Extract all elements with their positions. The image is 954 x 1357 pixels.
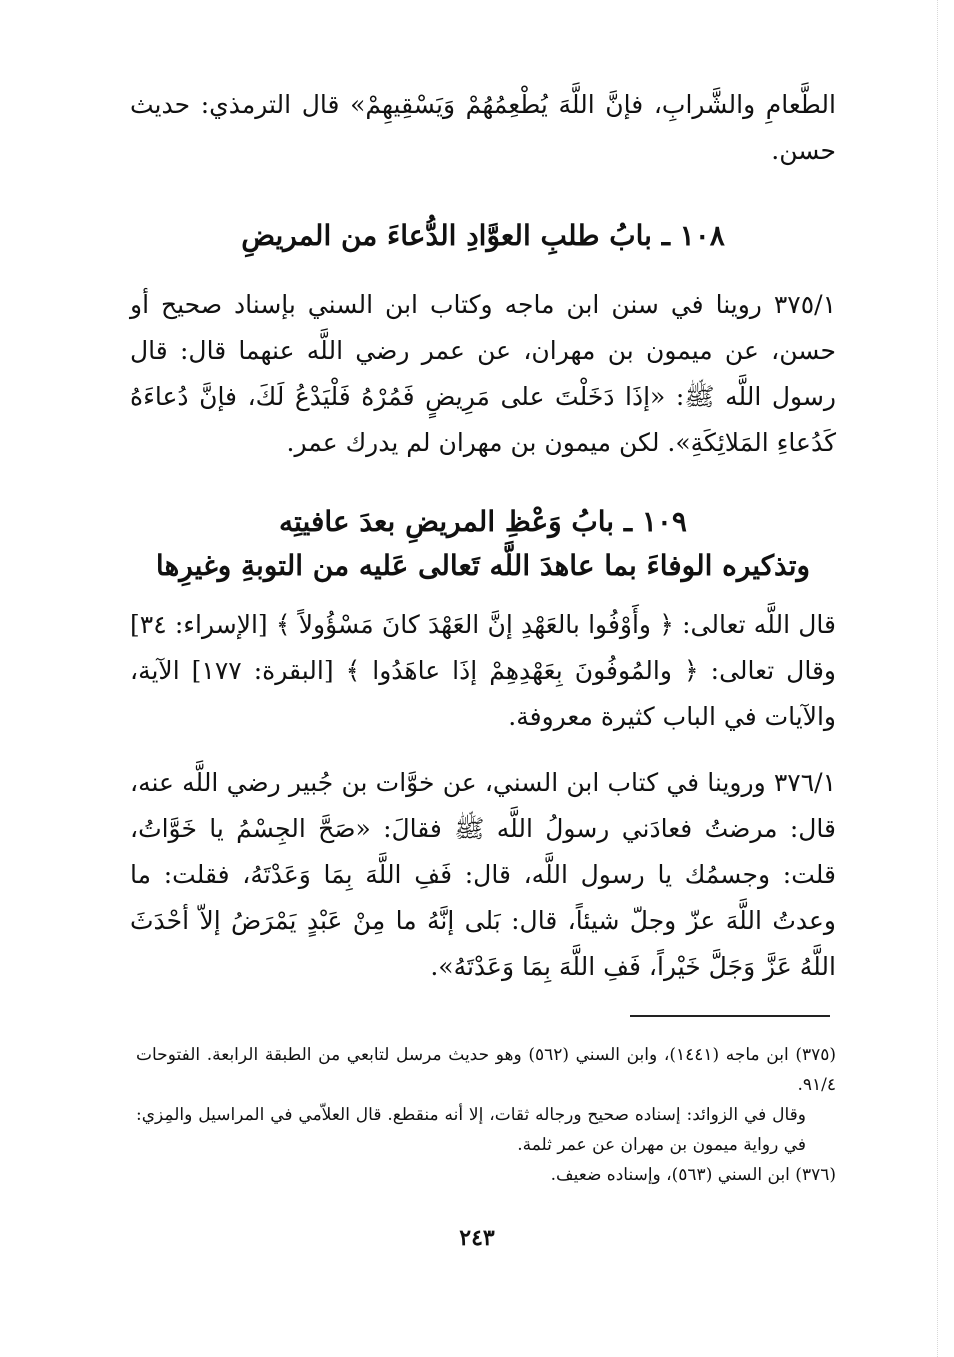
hadith-375: ٣٧٥/١ روينا في سنن ابن ماجه وكتاب ابن السني بإسناد صحيح أو حسن، عن ميمون بن مهران، عن عمر رضي اللَّه عنهما قال: قال رسول اللَّه ﷺ: «إذَا دَخَلْتَ على مَرِيضٍ فَمُرْهُ فَلْيَدْعُ لَكَ، فإنَّ دُعاءَهُ كَدُعاءِ المَلائِكَةِ». لكن ميمون بن مهران لم يدرك عمر. — [130, 290, 836, 457]
margin-guide — [937, 0, 938, 1357]
hadith-376: ٣٧٦/١ وروينا في كتاب ابن السني، عن خوَّات بن جُبير رضي اللَّه عنه، قال: مرضتُ فعادَني رسولُ اللَّه ﷺ فقالَ: «صَحَّ الجِسْمُ يا خَوَّاتُ، قلت: وجسمُك يا رسول اللَّه، قال: فَفِ اللَّهَ بِمَا وَعَدْتَهُ، فقلت: ما وعدتُ اللَّهَ عزّ وجلّ شيئاً، قال: بَلى إنَّهُ ما مِنْ عَبْدٍ يَمْرَضُ إلاّ أحْدَثَ اللَّهُ عَزَّ وَجَلَّ خَيْراً، فَفِ اللَّهَ بِمَا وَعَدْتَهُ». — [130, 768, 836, 981]
footnote-375-a: (٣٧٥) ابن ماجه (١٤٤١)، وابن السني (٥٦٢) وهو حديث مرسل لتابعي من الطبقة الرابعة. الفتوحات ٩١/٤. — [136, 1045, 836, 1095]
chapter-108-title: ١٠٨ ـ بابُ طلبِ العوَّادِ الدُّعاءَ من المريضِ — [241, 219, 725, 252]
main-text — [130, 82, 836, 990]
chapter-109-title-line1: ١٠٩ ـ بابُ وَعْظِ المريضِ بعدَ عافيتِه — [279, 505, 687, 538]
chapter-109-title-line2: وتذكيره الوفاءَ بما عاهدَ اللَّه تَعالى عَليه من التوبةِ وغيرِها — [155, 549, 811, 582]
spacer — [130, 740, 836, 760]
footnote-375-b: وقال في الزوائد: إسناده صحيح ورجاله ثقات، إلا أنه منقطع. قال العلاّمي في المراسيل والمِزي: في رواية ميمون بن مهران عن عمر ثلمة. — [136, 1105, 806, 1155]
footnotes — [136, 1040, 836, 1190]
page-number: ٢٤٣ — [459, 1225, 495, 1251]
footnote-376: (٣٧٦) ابن السني (٥٦٣)، وإسناده ضعيف. — [550, 1165, 836, 1185]
footnote-divider — [630, 1015, 830, 1017]
intro-paragraph: الطَّعامِ والشَّرابِ، فإنَّ اللَّهَ يُطْعِمُهُمْ وَيَسْقِيهِمْ» قال الترمذي: حديث حسن. — [130, 90, 836, 165]
quran-paragraph: قال اللَّه تعالى: ﴿ وأَوْفُوا بالعَهْدِ إنَّ العَهْدَ كانَ مَسْؤُولاً ﴾ [الإسراء: ٣٤] وقال تعالى: ﴿ والمُوفُونَ بِعَهْدِهِمْ إذَا عاهَدُوا ﴾ [البقرة: ١٧٧] الآية، والآيات في الباب كثيرة معروفة. — [130, 610, 836, 731]
